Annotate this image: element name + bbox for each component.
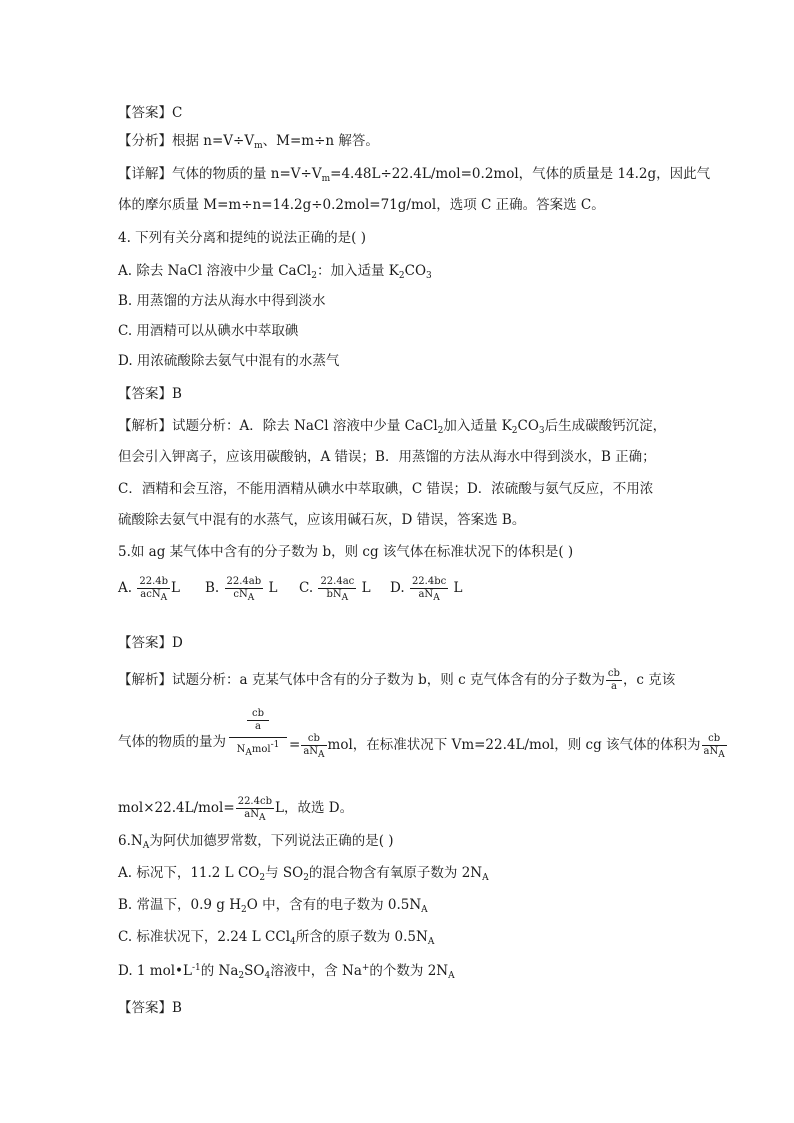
q5-stem: 5.如 ag 某气体中含有的分子数为 b，则 cg 该气体在标准状况下的体积是( ): [118, 544, 574, 560]
option-a-fraction: $\frac{22.4b}{acN_A}$: [139, 576, 169, 603]
explain-tag: 【解析】: [118, 418, 172, 434]
q5-option-a: A. $\frac{22.4b}{acN_A}$ L: [118, 576, 180, 603]
fraction-cb-a: $\frac{cb}{a}$: [607, 668, 620, 692]
q6-answer: 【答案】B: [118, 1000, 182, 1016]
q3-detail-line2: 体的摩尔质量 M=m÷n=14.2g÷0.2mol=71g/mol，选项 C 正确。答案选 C。: [118, 197, 605, 213]
q4-option-c: C. 用酒精可以从碘水中萃取碘: [118, 323, 299, 339]
q5-explain-line2-rest: = $\frac{cb}{aN_A}$ mol，在标准状况下 Vm=22.4L/mol，则 cg 该气体的体积为 $\frac{cb}{aN_A}$: [289, 733, 725, 760]
q4-option-a: A. 除去 NaCl 溶液中少量 CaCl$_2$：加入适量 $K_2CO_3$: [118, 263, 432, 281]
q4-answer: 【答案】B: [118, 386, 182, 402]
q5-option-c: C. $\frac{22.4ac}{bN_A}$ L: [299, 576, 371, 603]
q4-stem: 4. 下列有关分离和提纯的说法正确的是( ): [118, 230, 366, 246]
q3-detail-line1: 【详解】气体的物质的量 $n=V\div V_m=4.48L\div 22.4L/mol=0.2mol$，气体的质量是 14.2g，因此气: [118, 166, 711, 184]
q4-option-b: B. 用蒸馏的方法从海水中得到淡水: [118, 293, 326, 309]
analysis-tag: 【分析】: [118, 133, 172, 149]
q4-explain-line1: 【解析】试题分析：A．除去 NaCl 溶液中少量 CaCl$_2$加入适量 $K_2CO_3$后生成碳酸钙沉淀，: [118, 418, 667, 436]
q4-option-d: D. 用浓硫酸除去氨气中混有的水蒸气: [118, 353, 340, 369]
q5-explain-line2: 气体的物质的量为: [118, 734, 226, 750]
q3-answer: 【答案】C: [118, 105, 183, 121]
option-b-fraction: $\frac{22.4ab}{cN_A}$: [226, 576, 262, 603]
q6-option-b: B. 常温下，0.9 g $H_2O$ 中，含有的电子数为 $0.5N_A$: [118, 897, 428, 915]
q4-explain-line2: 但会引入钾离子，应该用碳酸钠，A 错误；B．用蒸馏的方法从海水中得到淡水，B 正确；: [118, 449, 656, 465]
compound-fraction: cb a $N_Amol^{-1}$: [229, 708, 287, 756]
explain-tag: 【解析】: [118, 672, 172, 688]
fraction-22.4cb-aNA: $\frac{22.4cb}{aN_A}$: [237, 796, 272, 823]
q5-explain-line3: mol×22.4L/mol= $\frac{22.4cb}{aN_A}$ L，故选 D。: [118, 796, 354, 823]
q4-explain-line3: C．酒精和会互溶，不能用酒精从碘水中萃取碘，C 错误；D．浓硫酸与氨气反应，不用浓: [118, 481, 654, 497]
q5-explain-line1: 【解析】试题分析：a 克某气体中含有的分子数为 b，则 c 克气体含有的分子数为 $\frac{cb}{a}$ ，c 克该: [118, 668, 676, 692]
q6-option-a: A. 标况下，11.2 L $CO_2$与 $SO_2$的混合物含有氧原子数为 $2N_A$: [118, 865, 489, 883]
option-d-fraction: $\frac{22.4bc}{aN_A}$: [411, 576, 447, 603]
q3-analysis: 【分析】根据 $n=V\div V_m$、M=m÷n 解答。: [118, 133, 379, 151]
q6-option-c: C. 标准状况下，2.24 L CCl$_4$所含的原子数为 $0.5N_A$: [118, 929, 435, 947]
q5-option-d: D. $\frac{22.4bc}{aN_A}$ L: [390, 576, 463, 603]
detail-tag: 【详解】: [118, 166, 172, 182]
fraction-cb-aNA: $\frac{cb}{aN_A}$: [303, 733, 325, 760]
fraction-cb-aNA-2: $\frac{cb}{aN_A}$: [703, 733, 725, 760]
q6-stem: $6.N_A$为阿伏加德罗常数，下列说法正确的是( ): [118, 833, 394, 851]
option-c-fraction: $\frac{22.4ac}{bN_A}$: [320, 576, 355, 603]
q5-answer: 【答案】D: [118, 635, 183, 651]
q4-explain-line4: 硫酸除去氨气中混有的水蒸气，应该用碱石灰，D 错误，答案选 B。: [118, 512, 526, 528]
q6-option-d: D. 1 $mol•L^{-1}$的 $Na_2SO_4$溶液中，含 Na+的个数为 $2N_A$: [118, 963, 455, 981]
q5-option-b: B. $\frac{22.4ab}{cN_A}$ L: [205, 576, 278, 603]
